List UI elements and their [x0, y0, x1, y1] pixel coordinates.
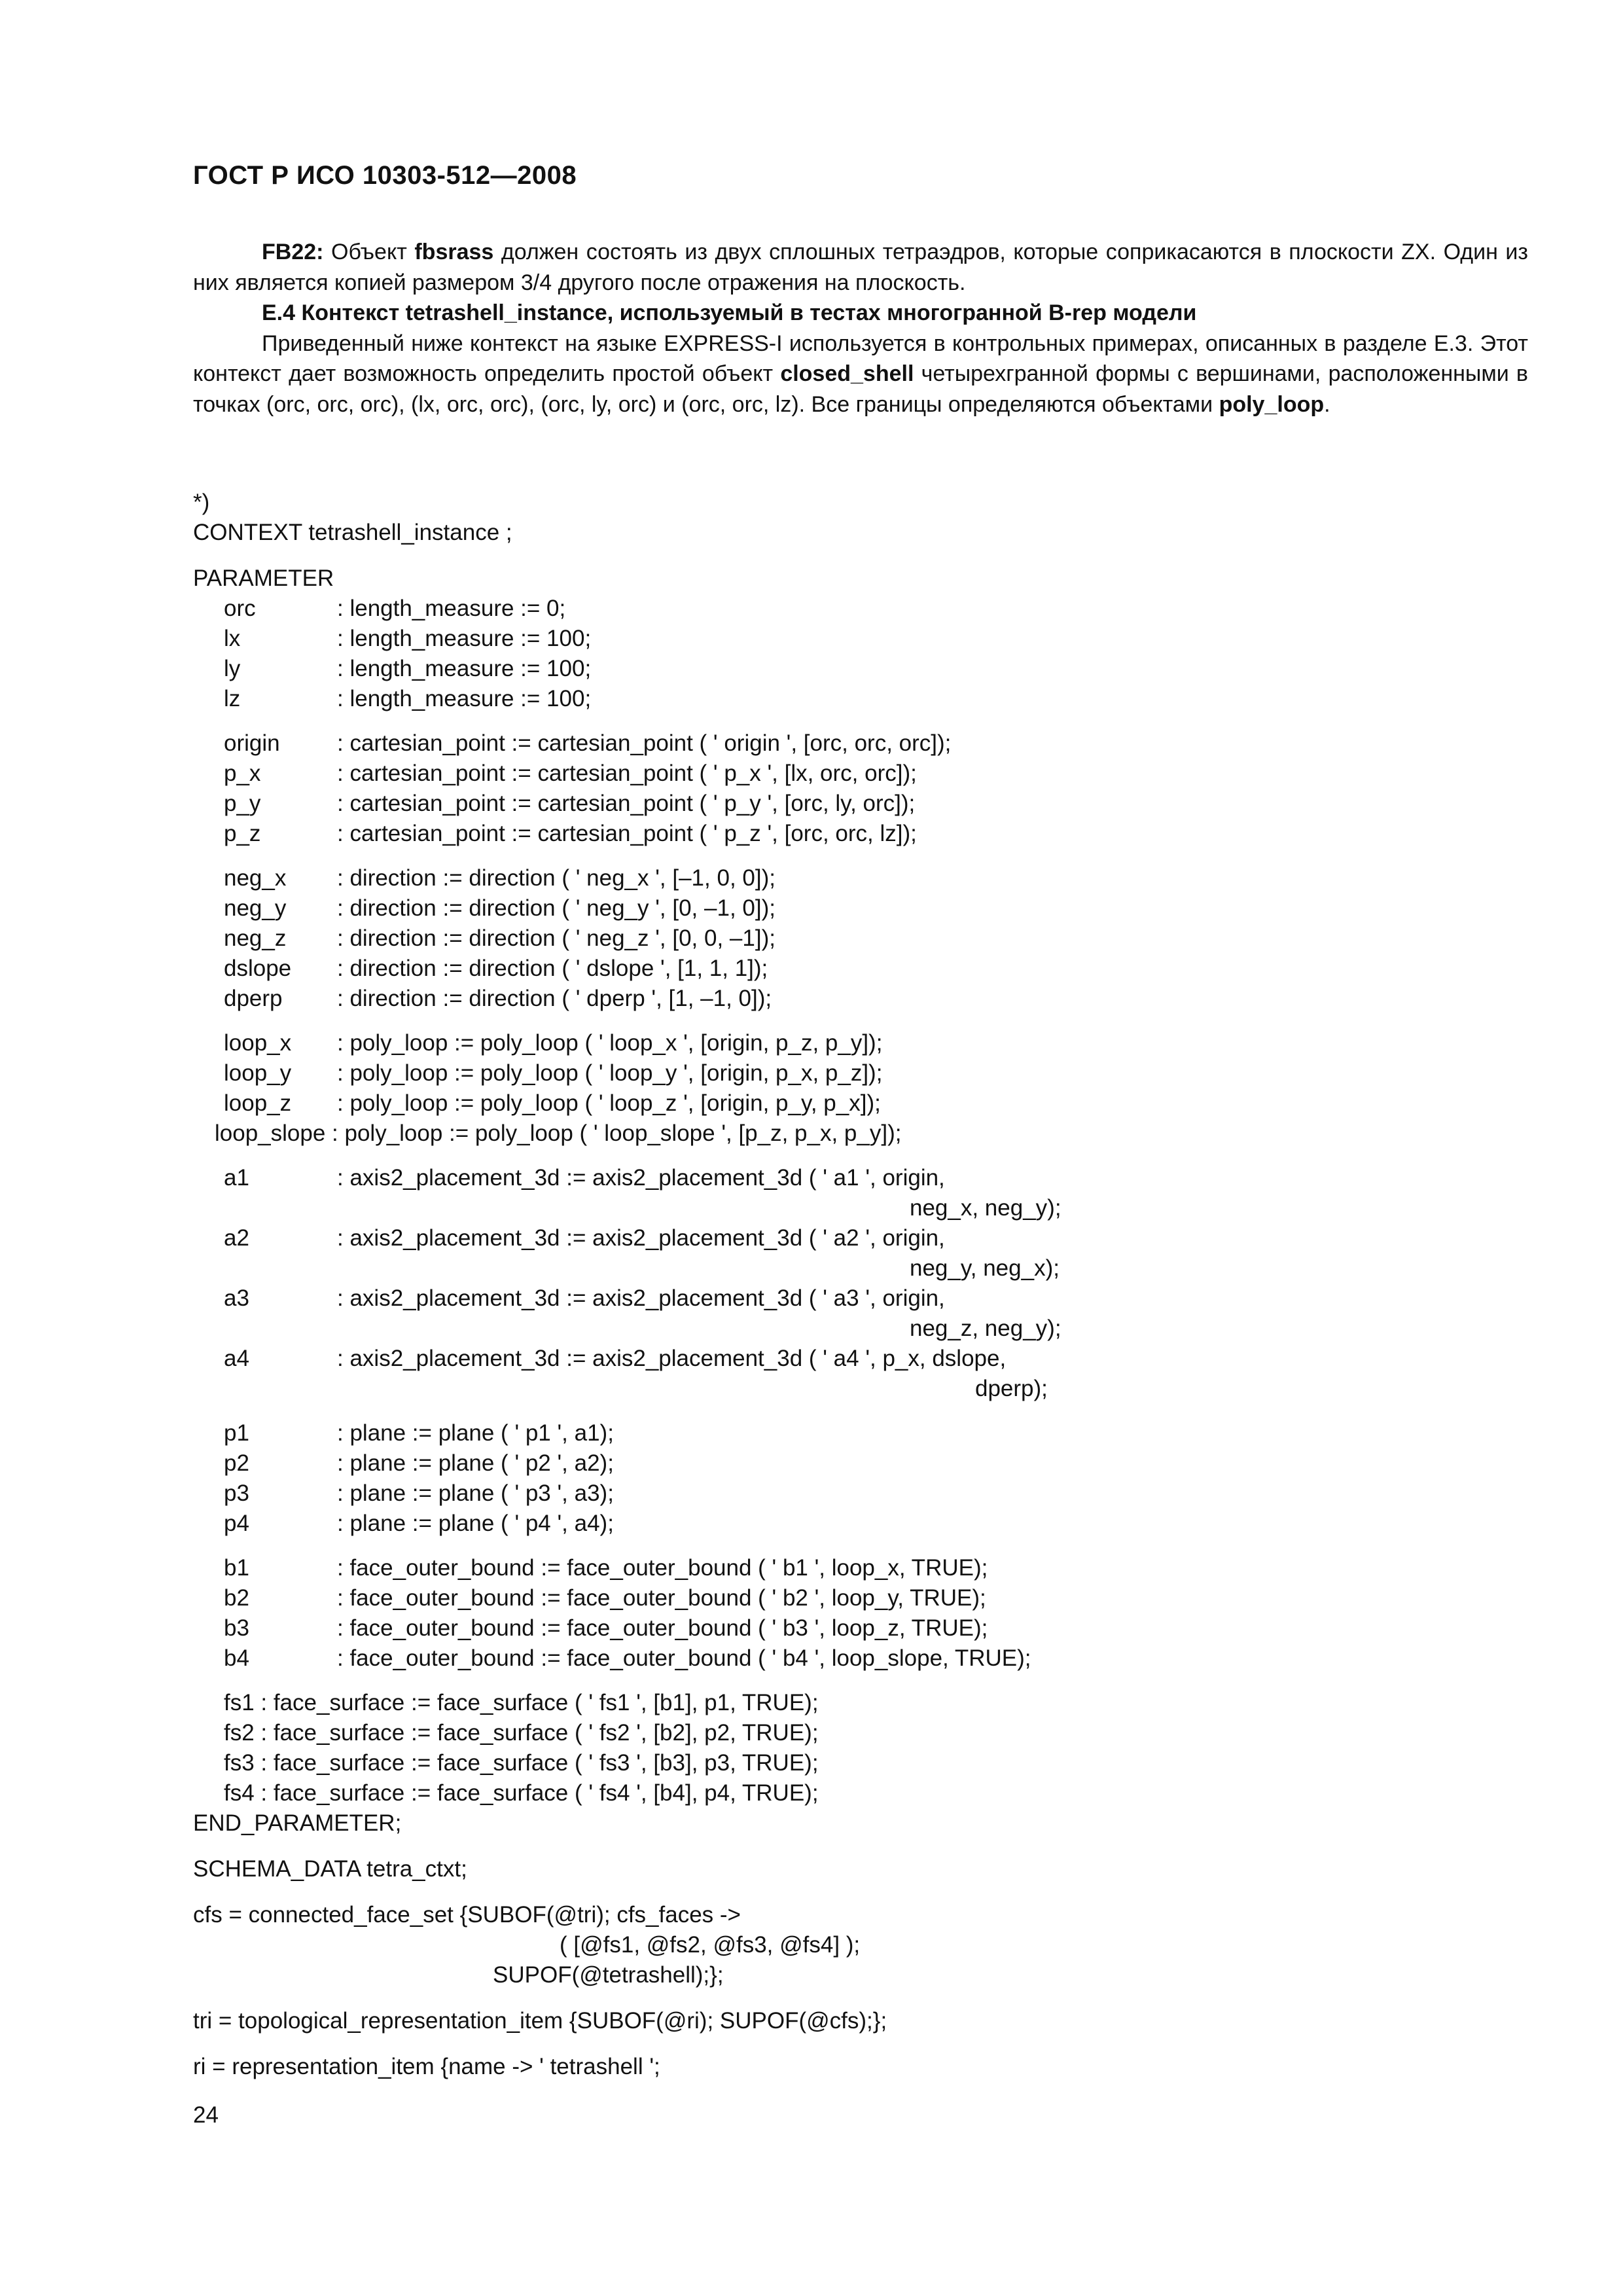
document-header: ГОСТ Р ИСО 10303-512—2008: [193, 161, 577, 190]
code-group-bounds: [193, 1553, 1502, 1674]
code-definition: : plane := plane ( ' p4 ', a4);: [337, 1511, 614, 1536]
code-identifier: p3: [224, 1480, 249, 1506]
code-line: [193, 1163, 1502, 1193]
code-line: [193, 863, 1502, 893]
code-line: [193, 1193, 1502, 1223]
code-line: [193, 1448, 1502, 1479]
paragraph-fb22: FB22: Объект fbsrass должен состоять из двух сплошных тетраэдров, которые соприкасаются в плоскости ZX. Один из них является копией размером 3/4 другого после отражения на плоскость.: [193, 240, 1529, 295]
code-line: [193, 1688, 1502, 1718]
code-line: [193, 1418, 1502, 1448]
code-definition: : poly_loop := poly_loop ( ' loop_y ', [origin, p_x, p_z]);: [337, 1060, 883, 1086]
code-definition: : direction := direction ( ' dperp ', [1, –1, 0]);: [337, 986, 772, 1011]
code-continuation: neg_z, neg_y);: [910, 1316, 1061, 1341]
code-definition: : cartesian_point := cartesian_point ( ' p_y ', [orc, ly, orc]);: [337, 791, 916, 816]
code-line: [193, 728, 1502, 759]
code-identifier: a3: [224, 1285, 249, 1311]
code-definition: : axis2_placement_3d := axis2_placement_3d ( ' a3 ', origin,: [337, 1285, 945, 1311]
code-line: [193, 1613, 1502, 1643]
code-identifier: b3: [224, 1615, 249, 1641]
code-identifier: p_x: [224, 761, 261, 786]
code-line: [193, 1583, 1502, 1613]
code-text: cfs = connected_face_set {SUBOF(@tri); cfs_faces ->: [193, 1902, 741, 1928]
code-text: tri = topological_representation_item {SUBOF(@ri); SUPOF(@cfs);};: [193, 2008, 887, 2034]
code-definition: : direction := direction ( ' neg_z ', [0, 0, –1]);: [337, 925, 776, 951]
code-continuation: neg_y, neg_x);: [910, 1255, 1060, 1281]
code-definition: : direction := direction ( ' neg_y ', [0, –1, 0]);: [337, 895, 776, 921]
code-line: [193, 2052, 1502, 2082]
code-identifier: loop_x: [224, 1030, 292, 1056]
code-definition: : face_outer_bound := face_outer_bound ( ' b4 ', loop_slope, TRUE);: [337, 1645, 1031, 1671]
code-identifier: p2: [224, 1450, 249, 1476]
code-identifier: a1: [224, 1165, 249, 1191]
code-definition: : direction := direction ( ' dslope ', [1, 1, 1]);: [337, 956, 768, 981]
code-identifier: neg_x: [224, 865, 287, 891]
code-line: [193, 1088, 1502, 1119]
code-text: ( [@fs1, @fs2, @fs3, @fs4] );: [560, 1932, 861, 1958]
code-line: [193, 594, 1502, 624]
code-line: [193, 564, 1502, 594]
code-text: *): [193, 490, 210, 515]
code-line: [193, 1748, 1502, 1778]
code-identifier: orc: [224, 596, 256, 621]
code-continuation: neg_x, neg_y);: [910, 1195, 1061, 1221]
code-line: [193, 924, 1502, 954]
term-fb22: FB22:: [262, 240, 324, 264]
code-text: PARAMETER: [193, 565, 334, 591]
code-group-surfaces: [193, 1688, 1502, 1808]
code-line: [193, 1643, 1502, 1674]
code-identifier: a4: [224, 1346, 249, 1371]
code-identifier: dperp: [224, 986, 283, 1011]
code-line: [193, 759, 1502, 789]
code-identifier: loop_y: [224, 1060, 292, 1086]
code-text: SUPOF(@tetrashell);};: [493, 1962, 724, 1988]
code-line: [193, 1930, 1502, 1960]
code-text: ri = representation_item {name -> ' tetrashell ';: [193, 2054, 660, 2079]
code-definition: : poly_loop := poly_loop ( ' loop_z ', [origin, p_y, p_x]);: [337, 1090, 881, 1116]
code-line: [193, 789, 1502, 819]
code-listing: [193, 488, 1502, 2082]
code-definition: : direction := direction ( ' neg_x ', [–1, 0, 0]);: [337, 865, 776, 891]
paragraph-context: Приведенный ниже контекст на языке EXPRESS-I используется в контрольных примерах, описанных в разделе E.3. Этот контекст дает возможность определить простой объект closed_shell четырехгранной формы с вершинами, расположенными в точках (orc, orc, orc), (lx, orc, orc), (orc, ly, orc) и (orc, orc, lz). Все границы определяются объектами poly_loop.: [193, 331, 1528, 417]
code-line: [193, 893, 1502, 924]
code-definition: : cartesian_point := cartesian_point ( ' p_z ', [orc, orc, lz]);: [337, 821, 917, 846]
code-identifier: lz: [224, 686, 241, 711]
code-definition: : cartesian_point := cartesian_point ( ' p_x ', [lx, orc, orc]);: [337, 761, 917, 786]
code-text: fs3 : face_surface := face_surface ( ' fs3 ', [b3], p3, TRUE);: [224, 1750, 819, 1776]
code-definition: : length_measure := 100;: [337, 656, 592, 681]
code-group-placements: [193, 1163, 1502, 1404]
code-group-measures: [193, 594, 1502, 714]
code-text: loop_slope : poly_loop := poly_loop ( ' loop_slope ', [p_z, p_x, p_y]);: [215, 1121, 902, 1146]
code-definition: : face_outer_bound := face_outer_bound ( ' b1 ', loop_x, TRUE);: [337, 1555, 988, 1581]
code-definition: : length_measure := 100;: [337, 686, 592, 711]
code-line: [193, 954, 1502, 984]
code-identifier: p4: [224, 1511, 249, 1536]
code-line: [193, 1119, 1502, 1149]
code-line: [193, 1253, 1502, 1283]
code-group-planes: [193, 1418, 1502, 1539]
code-group-directions: [193, 863, 1502, 1014]
code-text: SCHEMA_DATA tetra_ctxt;: [193, 1856, 467, 1882]
code-line: [193, 1028, 1502, 1058]
code-identifier: b1: [224, 1555, 249, 1581]
code-line: [193, 1718, 1502, 1748]
code-definition: : length_measure := 0;: [337, 596, 566, 621]
code-line: [193, 1479, 1502, 1509]
code-definition: : plane := plane ( ' p3 ', a3);: [337, 1480, 614, 1506]
code-text: fs2 : face_surface := face_surface ( ' fs2 ', [b2], p2, TRUE);: [224, 1720, 819, 1746]
term-closed-shell: closed_shell: [780, 361, 914, 386]
code-line: [193, 1960, 1502, 1990]
code-line: [193, 2006, 1502, 2036]
prose-block: [193, 237, 1528, 420]
code-identifier: neg_y: [224, 895, 287, 921]
code-line: [193, 1509, 1502, 1539]
code-definition: : plane := plane ( ' p2 ', a2);: [337, 1450, 614, 1476]
code-text: fs1 : face_surface := face_surface ( ' fs1 ', [b1], p1, TRUE);: [224, 1690, 819, 1715]
code-line: [193, 1808, 1502, 1839]
code-line: [193, 488, 1502, 518]
code-line: [193, 1344, 1502, 1374]
code-line: [193, 1374, 1502, 1404]
code-text: fs4 : face_surface := face_surface ( ' fs4 ', [b4], p4, TRUE);: [224, 1780, 819, 1806]
code-line: [193, 518, 1502, 548]
code-definition: : plane := plane ( ' p1 ', a1);: [337, 1420, 614, 1446]
code-line: [193, 684, 1502, 714]
code-line: [193, 1900, 1502, 1930]
code-identifier: b2: [224, 1585, 249, 1611]
code-definition: : axis2_placement_3d := axis2_placement_3d ( ' a4 ', p_x, dslope,: [337, 1346, 1007, 1371]
code-group-loops: [193, 1028, 1502, 1119]
code-identifier: ly: [224, 656, 241, 681]
code-text: CONTEXT tetrashell_instance ;: [193, 520, 512, 545]
code-line: [193, 819, 1502, 849]
code-line: [193, 1778, 1502, 1808]
code-definition: : face_outer_bound := face_outer_bound ( ' b2 ', loop_y, TRUE);: [337, 1585, 986, 1611]
section-title: E.4 Контекст tetrashell_instance, используемый в тестах многогранной B-rep модели: [262, 300, 1197, 325]
code-identifier: p1: [224, 1420, 249, 1446]
code-definition: : poly_loop := poly_loop ( ' loop_x ', [origin, p_z, p_y]);: [337, 1030, 883, 1056]
code-identifier: lx: [224, 626, 241, 651]
code-line: [193, 1058, 1502, 1088]
code-definition: : axis2_placement_3d := axis2_placement_3d ( ' a2 ', origin,: [337, 1225, 945, 1251]
term-fbsrass: fbsrass: [414, 240, 494, 264]
code-line: [193, 1223, 1502, 1253]
code-line: [193, 1314, 1502, 1344]
code-line: [193, 624, 1502, 654]
code-text: END_PARAMETER;: [193, 1810, 402, 1836]
code-identifier: b4: [224, 1645, 249, 1671]
term-poly-loop: poly_loop: [1219, 391, 1325, 417]
code-definition: : length_measure := 100;: [337, 626, 592, 651]
code-line: [193, 1854, 1502, 1884]
code-identifier: p_y: [224, 791, 261, 816]
code-identifier: a2: [224, 1225, 249, 1251]
code-line: [193, 1283, 1502, 1314]
code-line: [193, 984, 1502, 1014]
code-identifier: dslope: [224, 956, 292, 981]
code-identifier: p_z: [224, 821, 261, 846]
code-definition: : face_outer_bound := face_outer_bound ( ' b3 ', loop_z, TRUE);: [337, 1615, 988, 1641]
code-identifier: loop_z: [224, 1090, 292, 1116]
code-line: [193, 654, 1502, 684]
code-line: [193, 1553, 1502, 1583]
code-group-points: [193, 728, 1502, 849]
code-definition: : cartesian_point := cartesian_point ( ' origin ', [orc, orc, orc]);: [337, 730, 952, 756]
code-definition: : axis2_placement_3d := axis2_placement_3d ( ' a1 ', origin,: [337, 1165, 945, 1191]
code-identifier: neg_z: [224, 925, 287, 951]
code-continuation: dperp);: [975, 1376, 1048, 1401]
code-identifier: origin: [224, 730, 280, 756]
page-number: 24: [193, 2102, 219, 2128]
